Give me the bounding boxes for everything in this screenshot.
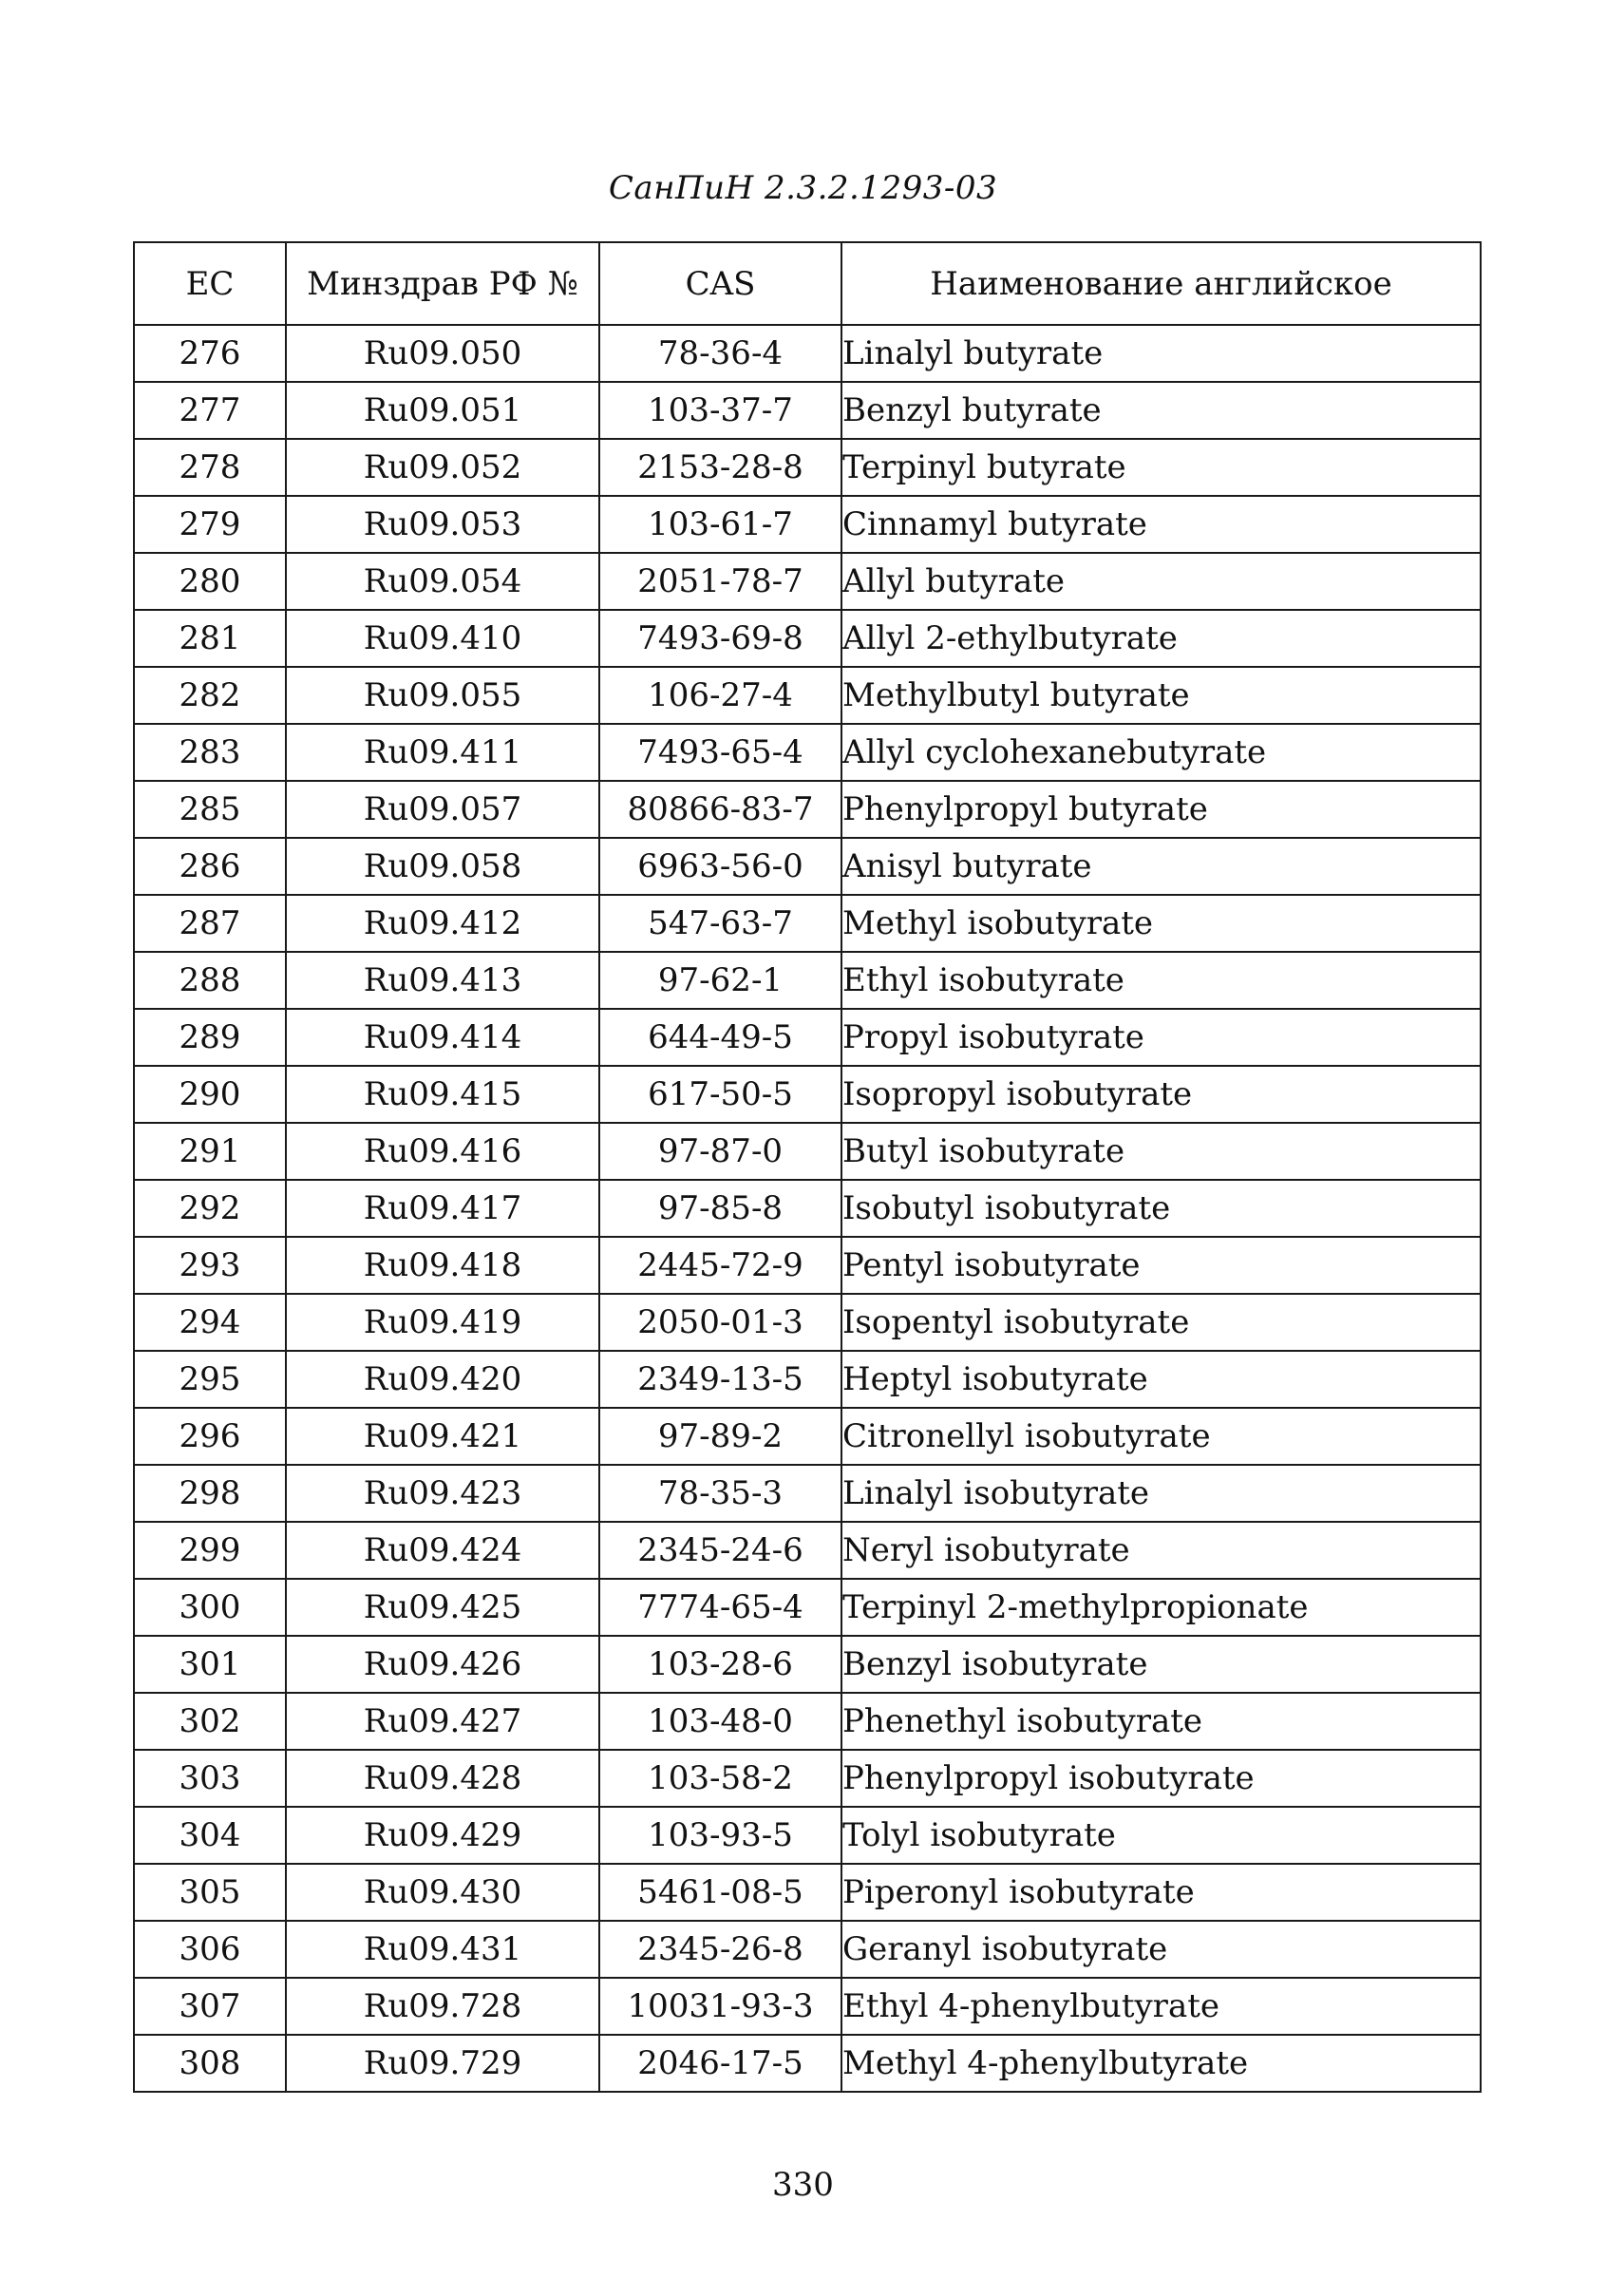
cell-minzdrav: Ru09.057 xyxy=(286,781,599,838)
table-row xyxy=(134,1978,1481,2035)
data-table xyxy=(133,241,1482,2093)
cell-name: Methyl 4-phenylbutyrate xyxy=(841,2035,1481,2092)
table-head xyxy=(134,242,1481,325)
table-row xyxy=(134,895,1481,952)
cell-minzdrav: Ru09.729 xyxy=(286,2035,599,2092)
cell-minzdrav: Ru09.420 xyxy=(286,1351,599,1408)
cell-ec: 292 xyxy=(134,1180,286,1237)
table-row xyxy=(134,1522,1481,1579)
cell-cas: 103-58-2 xyxy=(599,1750,841,1807)
cell-name: Allyl cyclohexanebutyrate xyxy=(841,724,1481,781)
cell-name: Allyl 2-ethylbutyrate xyxy=(841,610,1481,667)
cell-name: Ethyl 4-phenylbutyrate xyxy=(841,1978,1481,2035)
cell-ec: 285 xyxy=(134,781,286,838)
cell-name: Methylbutyl butyrate xyxy=(841,667,1481,724)
cell-ec: 287 xyxy=(134,895,286,952)
cell-ec: 276 xyxy=(134,325,286,382)
cell-cas: 7493-65-4 xyxy=(599,724,841,781)
cell-cas: 5461-08-5 xyxy=(599,1864,841,1921)
cell-name: Pentyl isobutyrate xyxy=(841,1237,1481,1294)
table-row xyxy=(134,1579,1481,1636)
cell-ec: 277 xyxy=(134,382,286,439)
cell-name: Benzyl butyrate xyxy=(841,382,1481,439)
cell-ec: 302 xyxy=(134,1693,286,1750)
cell-name: Ethyl isobutyrate xyxy=(841,952,1481,1009)
cell-name: Isopropyl isobutyrate xyxy=(841,1066,1481,1123)
cell-minzdrav: Ru09.414 xyxy=(286,1009,599,1066)
table-row xyxy=(134,1009,1481,1066)
column-header-name: Наименование английское xyxy=(841,242,1481,325)
cell-ec: 279 xyxy=(134,496,286,553)
cell-cas: 2345-24-6 xyxy=(599,1522,841,1579)
page-number: 330 xyxy=(772,2166,834,2204)
cell-minzdrav: Ru09.413 xyxy=(286,952,599,1009)
table-row xyxy=(134,1864,1481,1921)
cell-minzdrav: Ru09.051 xyxy=(286,382,599,439)
cell-minzdrav: Ru09.053 xyxy=(286,496,599,553)
cell-cas: 10031-93-3 xyxy=(599,1978,841,2035)
cell-name: Heptyl isobutyrate xyxy=(841,1351,1481,1408)
table-row xyxy=(134,667,1481,724)
cell-cas: 7774-65-4 xyxy=(599,1579,841,1636)
cell-cas: 103-48-0 xyxy=(599,1693,841,1750)
table-row xyxy=(134,382,1481,439)
table-row xyxy=(134,838,1481,895)
cell-cas: 2051-78-7 xyxy=(599,553,841,610)
cell-cas: 103-37-7 xyxy=(599,382,841,439)
cell-name: Geranyl isobutyrate xyxy=(841,1921,1481,1978)
cell-cas: 97-87-0 xyxy=(599,1123,841,1180)
cell-cas: 78-36-4 xyxy=(599,325,841,382)
cell-cas: 78-35-3 xyxy=(599,1465,841,1522)
table-row xyxy=(134,439,1481,496)
cell-ec: 304 xyxy=(134,1807,286,1864)
cell-name: Terpinyl butyrate xyxy=(841,439,1481,496)
table-row xyxy=(134,952,1481,1009)
cell-cas: 2349-13-5 xyxy=(599,1351,841,1408)
cell-name: Terpinyl 2-methylpropionate xyxy=(841,1579,1481,1636)
cell-cas: 97-85-8 xyxy=(599,1180,841,1237)
cell-name: Isopentyl isobutyrate xyxy=(841,1294,1481,1351)
cell-minzdrav: Ru09.412 xyxy=(286,895,599,952)
table-row xyxy=(134,1750,1481,1807)
cell-minzdrav: Ru09.423 xyxy=(286,1465,599,1522)
cell-ec: 299 xyxy=(134,1522,286,1579)
column-header-minzdrav: Минздрав РФ № xyxy=(286,242,599,325)
cell-name: Phenylpropyl isobutyrate xyxy=(841,1750,1481,1807)
cell-minzdrav: Ru09.425 xyxy=(286,1579,599,1636)
cell-minzdrav: Ru09.424 xyxy=(286,1522,599,1579)
cell-minzdrav: Ru09.427 xyxy=(286,1693,599,1750)
table-row xyxy=(134,724,1481,781)
cell-ec: 295 xyxy=(134,1351,286,1408)
cell-name: Linalyl butyrate xyxy=(841,325,1481,382)
cell-ec: 294 xyxy=(134,1294,286,1351)
cell-minzdrav: Ru09.430 xyxy=(286,1864,599,1921)
table-row xyxy=(134,1636,1481,1693)
cell-minzdrav: Ru09.431 xyxy=(286,1921,599,1978)
cell-name: Benzyl isobutyrate xyxy=(841,1636,1481,1693)
cell-ec: 296 xyxy=(134,1408,286,1465)
cell-minzdrav: Ru09.050 xyxy=(286,325,599,382)
cell-name: Phenylpropyl butyrate xyxy=(841,781,1481,838)
cell-ec: 280 xyxy=(134,553,286,610)
cell-name: Cinnamyl butyrate xyxy=(841,496,1481,553)
cell-name: Isobutyl isobutyrate xyxy=(841,1180,1481,1237)
cell-ec: 303 xyxy=(134,1750,286,1807)
cell-minzdrav: Ru09.417 xyxy=(286,1180,599,1237)
cell-cas: 2050-01-3 xyxy=(599,1294,841,1351)
cell-cas: 2345-26-8 xyxy=(599,1921,841,1978)
cell-ec: 288 xyxy=(134,952,286,1009)
cell-cas: 106-27-4 xyxy=(599,667,841,724)
cell-name: Methyl isobutyrate xyxy=(841,895,1481,952)
cell-ec: 300 xyxy=(134,1579,286,1636)
cell-name: Phenethyl isobutyrate xyxy=(841,1693,1481,1750)
cell-cas: 2153-28-8 xyxy=(599,439,841,496)
table-body xyxy=(134,325,1481,2092)
table-row xyxy=(134,781,1481,838)
cell-minzdrav: Ru09.054 xyxy=(286,553,599,610)
table-row xyxy=(134,1123,1481,1180)
table-row xyxy=(134,1351,1481,1408)
cell-cas: 103-93-5 xyxy=(599,1807,841,1864)
cell-name: Propyl isobutyrate xyxy=(841,1009,1481,1066)
cell-cas: 103-61-7 xyxy=(599,496,841,553)
column-header-ec: ЕС xyxy=(134,242,286,325)
table-row xyxy=(134,496,1481,553)
cell-ec: 291 xyxy=(134,1123,286,1180)
cell-cas: 97-62-1 xyxy=(599,952,841,1009)
cell-name: Butyl isobutyrate xyxy=(841,1123,1481,1180)
table-row xyxy=(134,1180,1481,1237)
column-header-cas: CAS xyxy=(599,242,841,325)
cell-minzdrav: Ru09.058 xyxy=(286,838,599,895)
cell-minzdrav: Ru09.415 xyxy=(286,1066,599,1123)
table-row xyxy=(134,1066,1481,1123)
cell-name: Allyl butyrate xyxy=(841,553,1481,610)
cell-minzdrav: Ru09.411 xyxy=(286,724,599,781)
cell-cas: 644-49-5 xyxy=(599,1009,841,1066)
cell-ec: 308 xyxy=(134,2035,286,2092)
cell-minzdrav: Ru09.421 xyxy=(286,1408,599,1465)
cell-ec: 307 xyxy=(134,1978,286,2035)
cell-cas: 547-63-7 xyxy=(599,895,841,952)
cell-minzdrav: Ru09.728 xyxy=(286,1978,599,2035)
table-row xyxy=(134,2035,1481,2092)
cell-ec: 305 xyxy=(134,1864,286,1921)
table-row xyxy=(134,1465,1481,1522)
cell-name: Anisyl butyrate xyxy=(841,838,1481,895)
table-row xyxy=(134,1693,1481,1750)
table-row xyxy=(134,1408,1481,1465)
cell-name: Citronellyl isobutyrate xyxy=(841,1408,1481,1465)
cell-cas: 80866-83-7 xyxy=(599,781,841,838)
cell-name: Neryl isobutyrate xyxy=(841,1522,1481,1579)
table-row xyxy=(134,553,1481,610)
page-header: СанПиН 2.3.2.1293-03 xyxy=(608,169,998,207)
cell-minzdrav: Ru09.429 xyxy=(286,1807,599,1864)
cell-ec: 278 xyxy=(134,439,286,496)
cell-minzdrav: Ru09.418 xyxy=(286,1237,599,1294)
table-row xyxy=(134,1294,1481,1351)
cell-ec: 286 xyxy=(134,838,286,895)
cell-minzdrav: Ru09.410 xyxy=(286,610,599,667)
cell-minzdrav: Ru09.052 xyxy=(286,439,599,496)
table-row xyxy=(134,1807,1481,1864)
cell-minzdrav: Ru09.055 xyxy=(286,667,599,724)
header-row xyxy=(134,242,1481,325)
cell-cas: 103-28-6 xyxy=(599,1636,841,1693)
cell-ec: 281 xyxy=(134,610,286,667)
table-row xyxy=(134,1921,1481,1978)
cell-ec: 298 xyxy=(134,1465,286,1522)
cell-name: Linalyl isobutyrate xyxy=(841,1465,1481,1522)
cell-name: Piperonyl isobutyrate xyxy=(841,1864,1481,1921)
cell-minzdrav: Ru09.426 xyxy=(286,1636,599,1693)
cell-minzdrav: Ru09.416 xyxy=(286,1123,599,1180)
cell-ec: 301 xyxy=(134,1636,286,1693)
cell-ec: 306 xyxy=(134,1921,286,1978)
table-row xyxy=(134,1237,1481,1294)
cell-cas: 2046-17-5 xyxy=(599,2035,841,2092)
cell-cas: 2445-72-9 xyxy=(599,1237,841,1294)
cell-cas: 617-50-5 xyxy=(599,1066,841,1123)
cell-cas: 6963-56-0 xyxy=(599,838,841,895)
cell-ec: 283 xyxy=(134,724,286,781)
cell-ec: 289 xyxy=(134,1009,286,1066)
cell-ec: 290 xyxy=(134,1066,286,1123)
cell-ec: 282 xyxy=(134,667,286,724)
cell-cas: 97-89-2 xyxy=(599,1408,841,1465)
cell-name: Tolyl isobutyrate xyxy=(841,1807,1481,1864)
cell-minzdrav: Ru09.419 xyxy=(286,1294,599,1351)
cell-cas: 7493-69-8 xyxy=(599,610,841,667)
cell-ec: 293 xyxy=(134,1237,286,1294)
table-row xyxy=(134,325,1481,382)
cell-minzdrav: Ru09.428 xyxy=(286,1750,599,1807)
table-row xyxy=(134,610,1481,667)
